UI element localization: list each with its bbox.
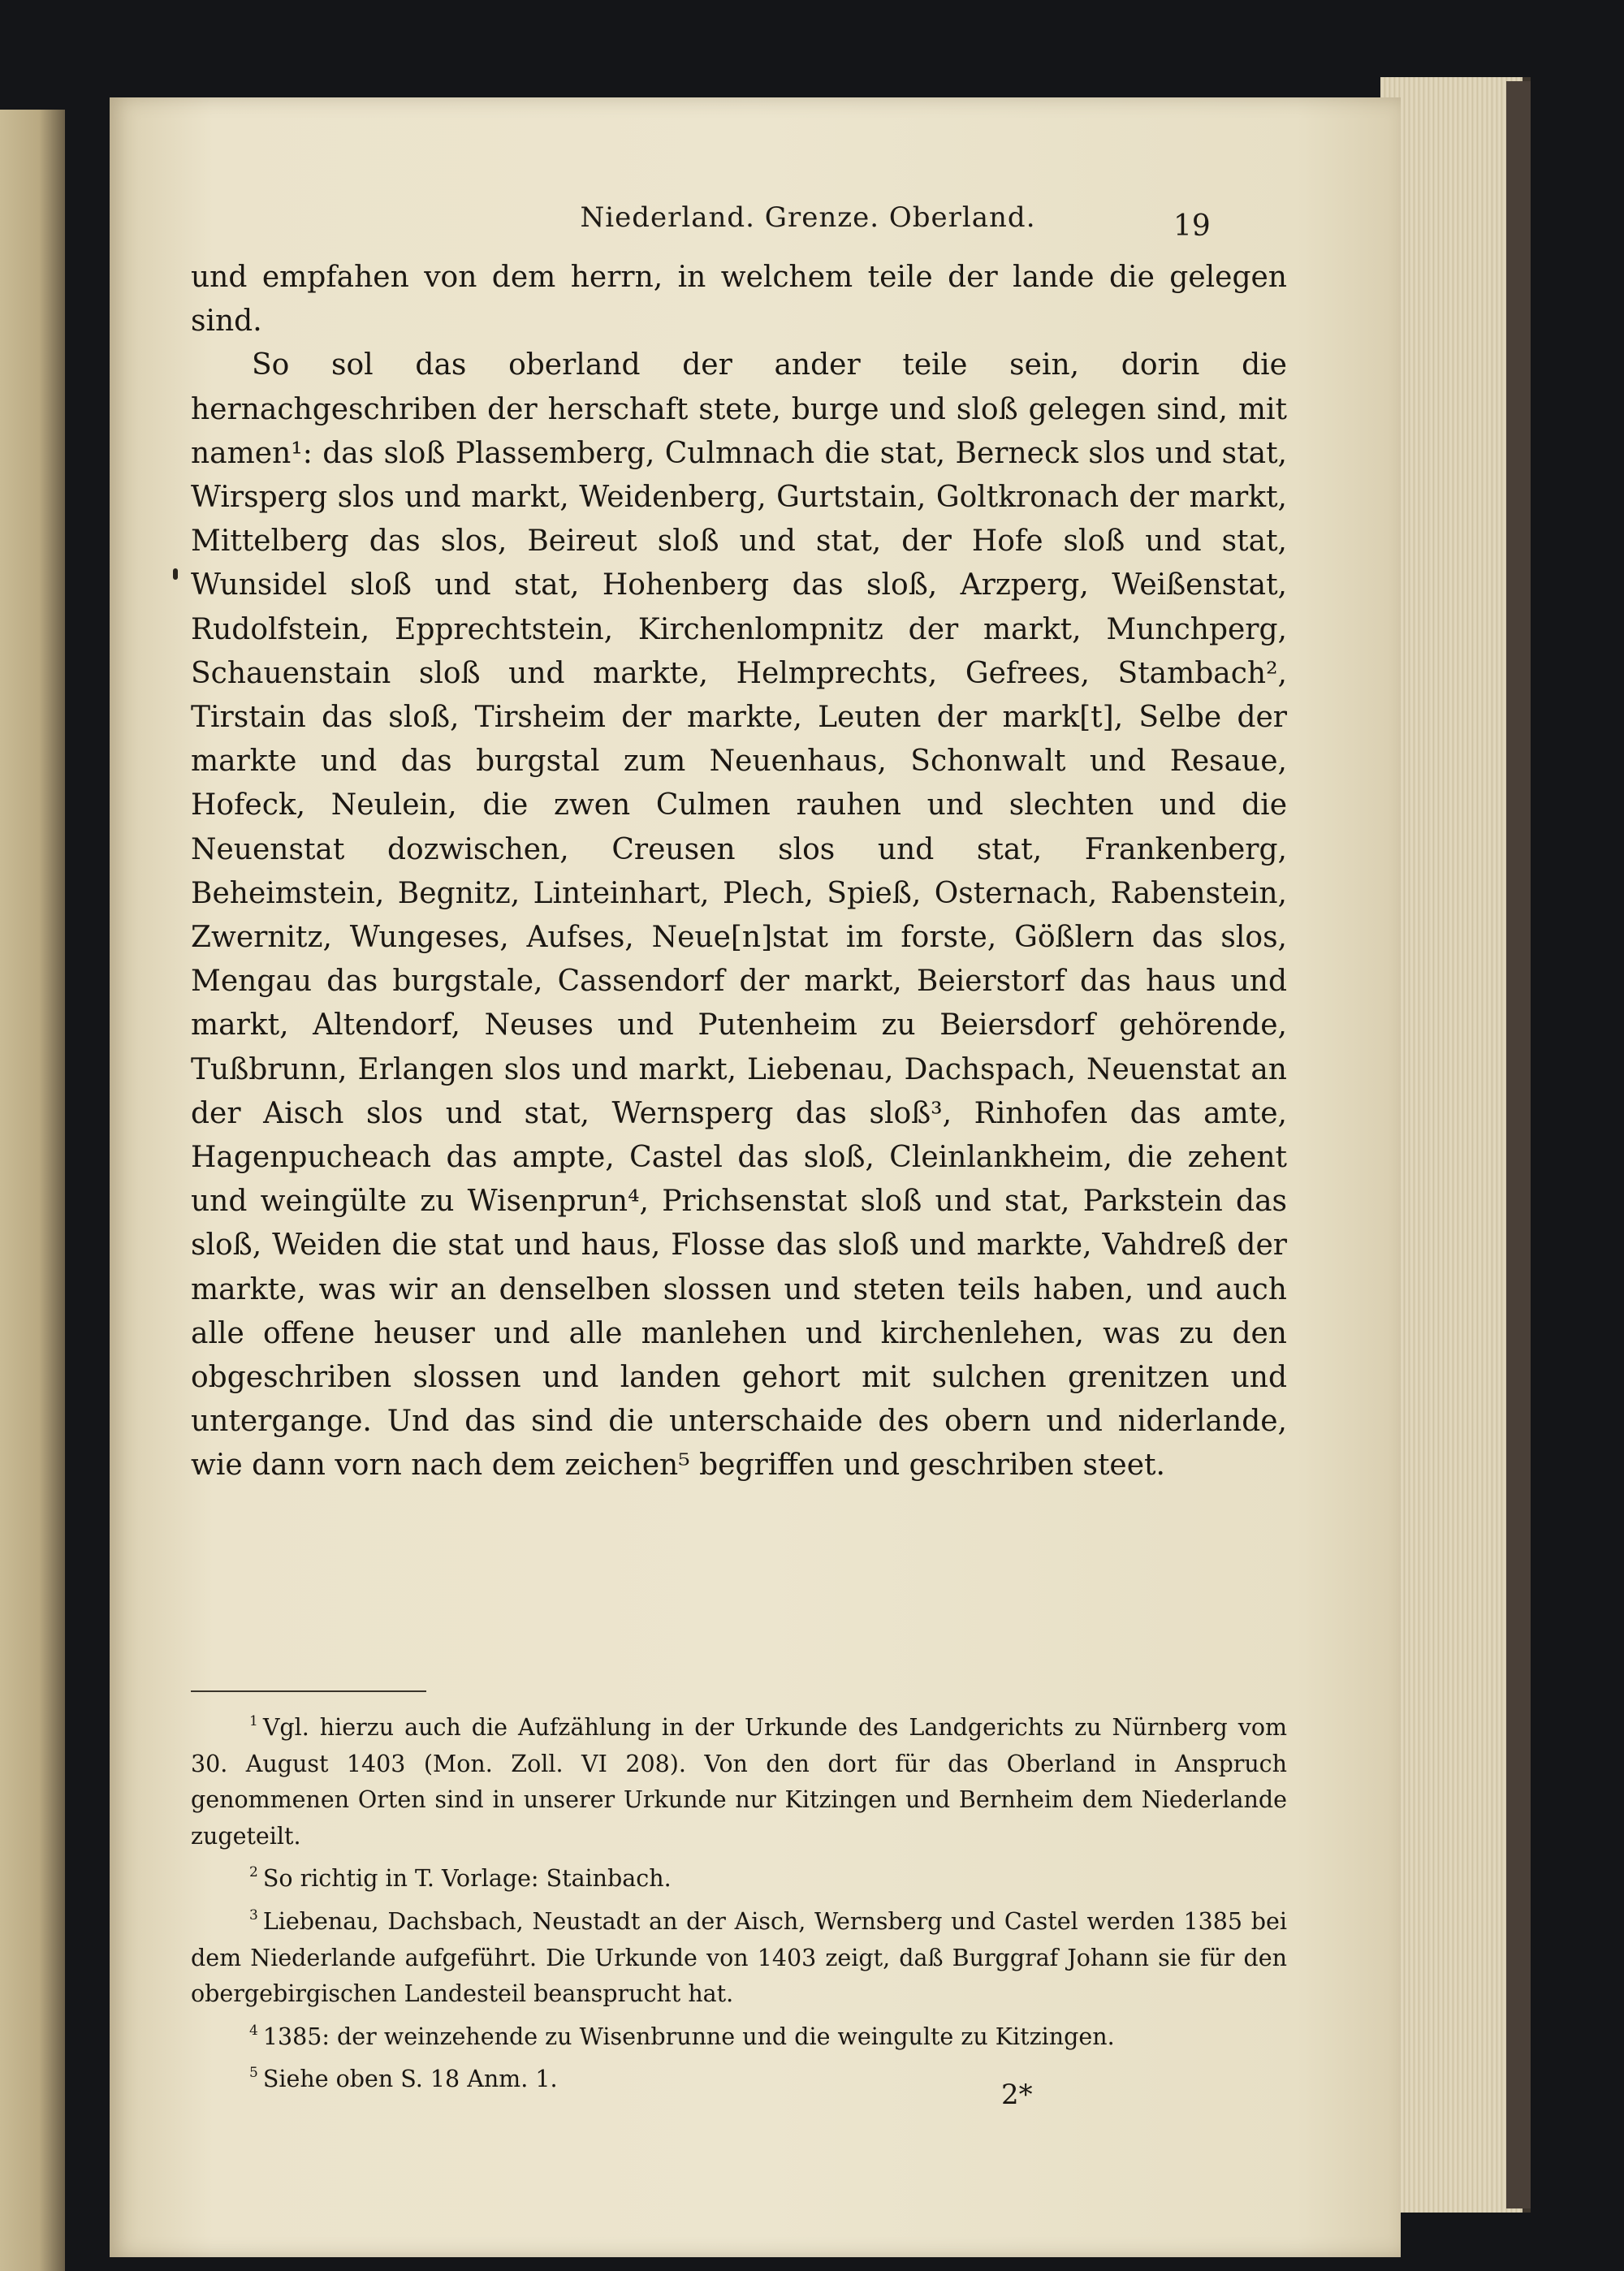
book-page [110, 97, 1401, 2257]
footnote-text: Vgl. hierzu auch die Aufzählung in der Urkunde des Landgerichts zu Nürnberg vom 30. August 1403 (Mon. Zoll. VI 208). Von den dort für das Oberland in Anspruch genommenen Orten sind in unserer Urkunde nur Kitzingen und Bernheim dem Niederlande zugeteilt. [191, 1714, 1287, 1850]
footnote-mark: 4 [249, 2022, 258, 2039]
book-back-cover [1506, 81, 1531, 2208]
main-text [191, 256, 1287, 1488]
footnote-5 [191, 2055, 1287, 2098]
footnote-text: Siehe oben S. 18 Anm. 1. [262, 2066, 558, 2093]
footnote-text: 1385: der weinzehende zu Wisenbrunne und die weingulte zu Kitzingen. [262, 2023, 1115, 2050]
paragraph-2: So sol das oberland der ander teile sein, dorin die hernachgeschriben der herschaft stete, burge und sloß gelegen sind, mit namen¹: das sloß Plassemberg, Culmnach die stat, Berneck slos und stat, Wirsperg slos und markt, Weidenberg, Gurtstain, Goltkronach der markt, Mittelberg das slos, Beireut sloß und stat, der Hofe sloß und stat, Wunsidel sloß und stat, Hohenberg das sloß, Arzperg, Weißenstat, Rudolfstein, Epprechtstein, Kirchenlompnitz der markt, Munchperg, Schauenstain sloß und markte, Helmprechts, Gefrees, Stambach², Tirstain das sloß, Tirsheim der markte, Leuten der mark[t], Selbe der markte und das burgstal zum Neuenhaus, Schonwalt und Resaue, Hofeck, Neulein, die zwen Culmen rauhen und slechten und die Neuenstat dozwischen, Creusen slos und stat, Frankenberg, Beheimstein, Begnitz, Linteinhart, Plech, Spieß, Osternach, Rabenstein, Zwernitz, Wungeses, Aufses, Neue[n]stat im forste, Gößlern das slos, Mengau das burgstale, Cassendorf der markt, Beierstorf das haus und markt, Altendorf, Neuses und Putenheim zu Beiersdorf gehörende, Tußbrunn, Erlangen slos und markt, Liebenau, Dachspach, Neuenstat an der Aisch slos und stat, Wernsperg das sloß³, Rinhofen das amte, Hagenpucheach das ampte, Castel das sloß, Cleinlankheim, die zehent und weingülte zu Wisenprun⁴, Prichsenstat sloß und stat, Parkstein das sloß, Weiden die stat und haus, Flosse das sloß und markte, Vahdreß der markte, was wir an denselben slossen und steten teils haben, und auch alle offene heuser und alle manlehen und kirchenlehen, was zu den obgeschriben slossen und landen gehort mit sulchen grenitzen und untergange. Und das sind die unterschaide des obern und niderlande, wie dann vorn nach dem zeichen⁵ begriffen und geschriben steet. [191, 348, 1287, 1483]
footnotes [191, 1703, 1287, 2098]
footnote-divider [191, 1690, 426, 1692]
footnote-mark: 5 [249, 2065, 258, 2082]
margin-mark [173, 568, 178, 580]
paragraph-1: und empfahen von dem herrn, in welchem teile der lande die gelegen sind. [191, 261, 1287, 339]
footnote-text: Liebenau, Dachsbach, Neustadt an der Aisch, Wernsberg und Castel werden 1385 bei dem Niederlande aufgeführt. Die Urkunde von 1403 zeigt, daß Burggraf Johann sie für den obergebirgischen Landesteil beansprucht hat. [191, 1907, 1287, 2008]
page-number: 19 [1173, 209, 1211, 243]
left-page-edge [0, 110, 65, 2271]
footnote-mark: 3 [249, 1906, 258, 1923]
footnote-3 [191, 1898, 1287, 2013]
footnote-4 [191, 2013, 1287, 2056]
printer-signature: 2* [1001, 2079, 1033, 2111]
footnote-2 [191, 1854, 1287, 1898]
running-title: Niederland. Grenze. Oberland. [580, 201, 1036, 234]
footnote-mark: 1 [249, 1713, 258, 1729]
footnote-1 [191, 1703, 1287, 1854]
footnote-text: So richtig in T. Vorlage: Stainbach. [262, 1865, 672, 1893]
footnote-mark: 2 [249, 1864, 258, 1881]
